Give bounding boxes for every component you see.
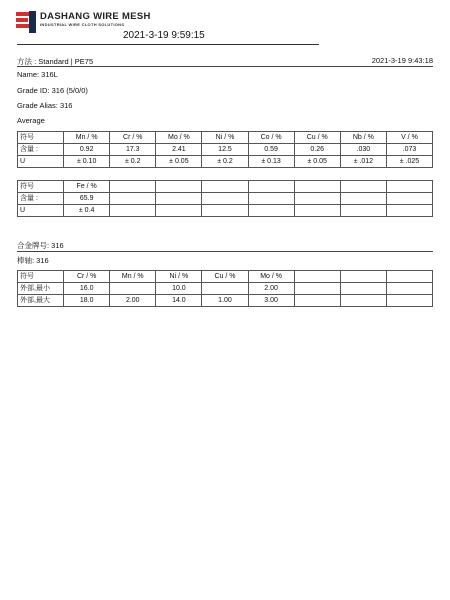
table-header-cell: Mn / % (110, 271, 156, 283)
grade-id: Grade ID: 316 (5/0/0) (17, 86, 88, 95)
table-cell: 0.92 (64, 144, 110, 156)
table-header-cell (386, 181, 432, 193)
table-cell: 14.0 (156, 295, 202, 307)
table-cell: 17.3 (110, 144, 156, 156)
table-header-cell (386, 271, 432, 283)
table-cell: U (18, 156, 64, 168)
table-header-cell: Fe / % (64, 181, 110, 193)
table-cell (340, 193, 386, 205)
table-cell (110, 283, 156, 295)
table-header-cell: Mo / % (248, 271, 294, 283)
grade-alias: Grade Alias: 316 (17, 101, 73, 110)
table-cell (294, 295, 340, 307)
company-tagline: INDUSTRIAL WIRE CLOTH SOLUTIONS (40, 22, 125, 27)
table-cell: ± 0.4 (64, 205, 110, 217)
table-header-cell: 符号 (18, 132, 64, 144)
table-header-cell (340, 271, 386, 283)
table-cell (202, 283, 248, 295)
table-cell (202, 205, 248, 217)
table-cell (386, 295, 432, 307)
alloy-standard-label: 棒轴: 316 (17, 256, 49, 265)
results-table-1 (17, 131, 433, 168)
table-header-cell (294, 271, 340, 283)
table-cell: 65.9 (64, 193, 110, 205)
table-cell (202, 193, 248, 205)
table-header-cell: Cr / % (64, 271, 110, 283)
table-header-cell (340, 181, 386, 193)
company-name: DASHANG WIRE MESH (40, 11, 151, 22)
table-cell: ± .025 (386, 156, 432, 168)
table-cell: 0.59 (248, 144, 294, 156)
table-header-cell: Ni / % (156, 271, 202, 283)
table-cell: ± 0.05 (294, 156, 340, 168)
table-cell: 10.0 (156, 283, 202, 295)
table-cell (340, 283, 386, 295)
table-cell: ± 0.2 (110, 156, 156, 168)
table-cell: 16.0 (64, 283, 110, 295)
method-label: 方法 : Standard | PE75 (17, 57, 94, 66)
table-cell (110, 193, 156, 205)
company-logo-icon (16, 11, 36, 33)
table-cell: U (18, 205, 64, 217)
table-cell (340, 205, 386, 217)
alloy-grade-label: 合金牌号: 316 (17, 241, 64, 250)
table-cell: 2.41 (156, 144, 202, 156)
average-label: Average (17, 116, 45, 125)
table-header-cell (202, 181, 248, 193)
table-row (18, 193, 433, 205)
table-cell: ± 0.05 (156, 156, 202, 168)
table-cell (248, 193, 294, 205)
table-header-row (18, 132, 433, 144)
table-cell: ± 0.10 (64, 156, 110, 168)
table-cell: 2.00 (248, 283, 294, 295)
table-row (18, 295, 433, 307)
table-cell (248, 205, 294, 217)
table-header-cell: V / % (386, 132, 432, 144)
table-cell: .073 (386, 144, 432, 156)
table-header-cell (294, 181, 340, 193)
spec-table (17, 270, 433, 307)
table-header-cell: Cu / % (294, 132, 340, 144)
table-cell (386, 283, 432, 295)
meta-divider (17, 66, 433, 67)
table-cell (156, 205, 202, 217)
results-table-2 (17, 180, 433, 217)
table-cell: 外部,最小 (18, 283, 64, 295)
table-header-cell (156, 181, 202, 193)
table-header-cell: Mn / % (64, 132, 110, 144)
table-cell (294, 205, 340, 217)
table-header-cell: Cu / % (202, 271, 248, 283)
table-header-cell (248, 181, 294, 193)
table-header-cell: Cr / % (110, 132, 156, 144)
table-cell: 18.0 (64, 295, 110, 307)
table-header-cell: Co / % (248, 132, 294, 144)
table-row (18, 156, 433, 168)
table-cell (340, 295, 386, 307)
table-cell (156, 193, 202, 205)
table-cell: ± 0.13 (248, 156, 294, 168)
table-cell: 2.00 (110, 295, 156, 307)
table-cell: 1.00 (202, 295, 248, 307)
alloy-divider (17, 251, 433, 252)
table-header-cell: Ni / % (202, 132, 248, 144)
table-cell (294, 193, 340, 205)
table-header-cell: 符号 (18, 181, 64, 193)
table-header-row (18, 271, 433, 283)
table-cell (386, 205, 432, 217)
table-row (18, 144, 433, 156)
table-cell: 含量 : (18, 144, 64, 156)
report-datetime: 2021-3-19 9:59:15 (123, 30, 205, 41)
table-row (18, 283, 433, 295)
table-cell: 12.5 (202, 144, 248, 156)
table-cell: 含量 : (18, 193, 64, 205)
table-cell (294, 283, 340, 295)
measure-datetime: 2021-3-19 9:43:18 (371, 56, 433, 65)
table-header-cell: Nb / % (340, 132, 386, 144)
table-header-cell: 符号 (18, 271, 64, 283)
header-divider (17, 44, 319, 45)
table-header-cell: Mo / % (156, 132, 202, 144)
table-cell: ± .012 (340, 156, 386, 168)
table-cell: ± 0.2 (202, 156, 248, 168)
table-cell: 外部,最大 (18, 295, 64, 307)
table-cell (110, 205, 156, 217)
table-cell (386, 193, 432, 205)
sample-name: Name: 316L (17, 70, 58, 79)
table-cell: .030 (340, 144, 386, 156)
table-row (18, 205, 433, 217)
table-header-cell (110, 181, 156, 193)
table-header-row (18, 181, 433, 193)
table-cell: 0.26 (294, 144, 340, 156)
table-cell: 3.00 (248, 295, 294, 307)
